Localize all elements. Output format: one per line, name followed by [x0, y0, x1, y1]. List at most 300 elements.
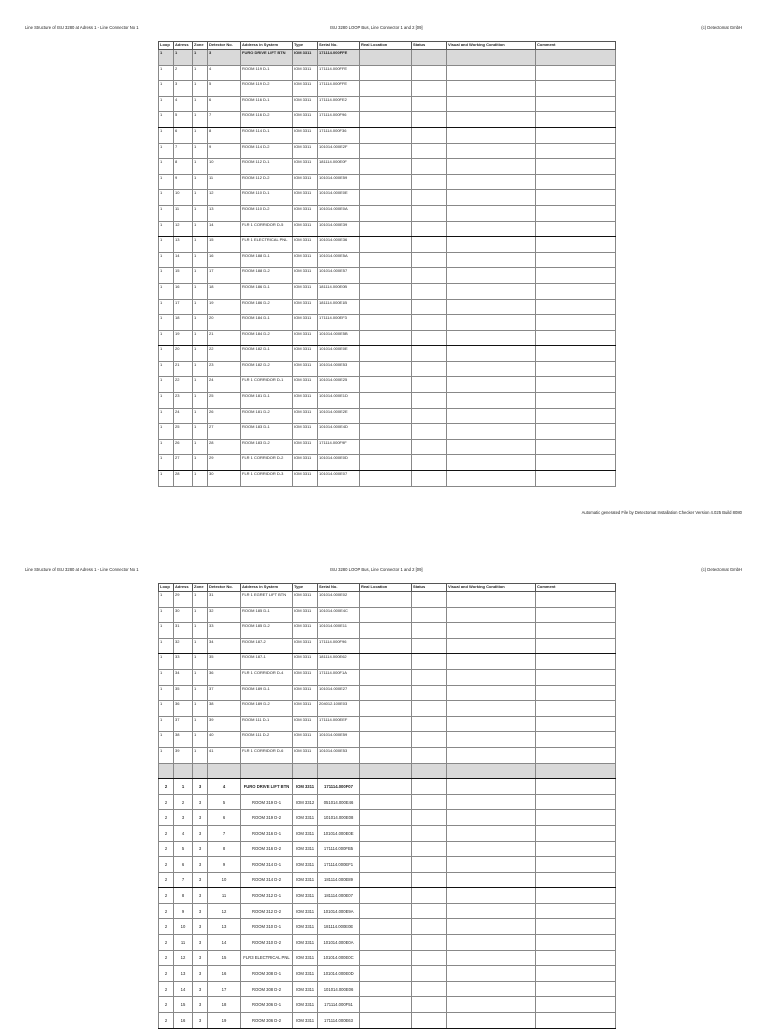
table-cell: 25 — [208, 393, 241, 409]
table-cell — [447, 361, 536, 377]
table-row — [159, 981, 616, 997]
table-cell: IOM 3311 — [293, 872, 318, 888]
table-cell: 17 — [174, 299, 193, 315]
table-cell: 1 — [159, 237, 174, 253]
column-header: Type — [293, 584, 318, 592]
table-cell: IOM 3311 — [293, 825, 318, 841]
table-cell — [360, 471, 412, 487]
table-cell — [447, 966, 536, 982]
table-cell: 1 — [159, 252, 174, 268]
table-cell: 1 — [159, 112, 174, 128]
column-header: Address in System — [241, 584, 293, 592]
column-header: Visual and Working Condition — [447, 584, 536, 592]
table-cell — [412, 763, 447, 779]
column-header: Address in System — [241, 42, 293, 50]
table-header — [159, 584, 616, 592]
table-row — [159, 888, 616, 904]
table-cell: 3 — [193, 857, 208, 873]
table-cell — [360, 654, 412, 670]
table-cell: 2 — [159, 997, 174, 1013]
table-cell — [536, 268, 616, 284]
table-cell: 101014.000E08 — [318, 810, 360, 826]
table-cell: 11 — [208, 174, 241, 190]
table-cell: 3 — [193, 779, 208, 795]
table-cell: 5 — [174, 112, 193, 128]
table-cell — [360, 935, 412, 951]
table-row — [159, 174, 616, 190]
table-cell: IOM 3311 — [293, 81, 318, 97]
table-cell: 9 — [174, 174, 193, 190]
table-cell — [447, 190, 536, 206]
table-row — [159, 127, 616, 143]
table-cell — [412, 1013, 447, 1029]
table-cell — [412, 935, 447, 951]
table-row — [159, 810, 616, 826]
table-cell: 1 — [193, 592, 208, 608]
table-row — [159, 346, 616, 362]
table-cell: 4 — [208, 65, 241, 81]
table-cell — [412, 732, 447, 748]
table-cell — [536, 455, 616, 471]
table-cell — [536, 112, 616, 128]
table-cell: ROOM 316 D-1 — [241, 825, 293, 841]
table-cell: 6 — [208, 96, 241, 112]
table-cell: 101014.000E0D — [318, 966, 360, 982]
table-cell — [412, 888, 447, 904]
table-cell: 32 — [174, 638, 193, 654]
table-row — [159, 592, 616, 608]
table-cell — [412, 919, 447, 935]
table-cell — [536, 732, 616, 748]
table-cell — [360, 174, 412, 190]
table-cell — [412, 997, 447, 1013]
table-cell: 12 — [174, 221, 193, 237]
table-cell: 3 — [193, 872, 208, 888]
table-cell — [412, 779, 447, 795]
table-cell — [360, 455, 412, 471]
table-cell: 7 — [208, 825, 241, 841]
table-cell: ROOM 183 D-1 — [241, 424, 293, 440]
table-cell: ROOM 114 D-2 — [241, 143, 293, 159]
table-cell: 1 — [193, 330, 208, 346]
table-cell — [360, 794, 412, 810]
table-cell: 39 — [208, 716, 241, 732]
table-cell: 15 — [208, 237, 241, 253]
table-cell — [193, 763, 208, 779]
table-cell: 1 — [174, 50, 193, 66]
table-cell — [447, 701, 536, 717]
table-cell — [536, 205, 616, 221]
table-cell: 11 — [174, 205, 193, 221]
table-cell: 181114.000E0F — [318, 159, 360, 175]
table-cell: 7 — [174, 143, 193, 159]
column-header: Type — [293, 42, 318, 50]
table-cell — [447, 424, 536, 440]
table-cell — [360, 50, 412, 66]
table-cell: ROOM 116 D-1 — [241, 96, 293, 112]
table-cell — [360, 857, 412, 873]
table-cell — [447, 346, 536, 362]
table-cell — [536, 283, 616, 299]
table-cell — [447, 159, 536, 175]
table-cell: 13 — [208, 205, 241, 221]
column-header: Loop — [159, 584, 174, 592]
table-cell: 2 — [159, 966, 174, 982]
table-cell — [447, 283, 536, 299]
table-cell: 101014.000E0E — [318, 346, 360, 362]
table-cell: 13 — [174, 966, 193, 982]
table-cell: IOM 3311 — [293, 623, 318, 639]
table-cell: 3 — [193, 919, 208, 935]
table-cell — [447, 299, 536, 315]
table-cell — [536, 299, 616, 315]
table-cell — [412, 903, 447, 919]
table-cell: 181114.000E07 — [318, 888, 360, 904]
table-cell: 1 — [193, 747, 208, 763]
table-cell — [447, 607, 536, 623]
table-cell: IOM 3311 — [293, 190, 318, 206]
table-cell: 1 — [193, 127, 208, 143]
table-cell: 23 — [208, 361, 241, 377]
table-cell — [536, 439, 616, 455]
page-header — [0, 25, 768, 33]
table-cell: 1 — [159, 377, 174, 393]
table-row — [159, 96, 616, 112]
table-cell: 6 — [208, 810, 241, 826]
table-cell: 1 — [193, 424, 208, 440]
table-cell — [360, 981, 412, 997]
table-cell: 101014.000E27 — [318, 685, 360, 701]
table-cell — [536, 903, 616, 919]
table-cell: 3 — [193, 997, 208, 1013]
table-cell: FURO DRIVE LIFT BTN — [241, 779, 293, 795]
table-row — [159, 825, 616, 841]
table-cell: ROOM 310 D-1 — [241, 919, 293, 935]
table-cell — [360, 159, 412, 175]
table-cell: IOM 3311 — [293, 237, 318, 253]
table-cell: 1 — [193, 252, 208, 268]
table-cell: 27 — [208, 424, 241, 440]
table-cell — [447, 592, 536, 608]
table-cell — [447, 252, 536, 268]
table-cell — [412, 127, 447, 143]
table-cell: 1 — [159, 439, 174, 455]
table-cell: IOM 3311 — [293, 1013, 318, 1029]
table-cell — [412, 159, 447, 175]
table-cell: 1 — [193, 65, 208, 81]
table-cell — [447, 779, 536, 795]
table-cell: 12 — [208, 903, 241, 919]
table-cell: IOM 3311 — [293, 424, 318, 440]
table-cell: 1 — [159, 424, 174, 440]
table-row — [159, 252, 616, 268]
table-cell: 3 — [174, 81, 193, 97]
table-cell: 1 — [159, 143, 174, 159]
table-cell — [412, 623, 447, 639]
table-row — [159, 716, 616, 732]
table-cell: 8 — [208, 127, 241, 143]
table-cell — [536, 315, 616, 331]
table-cell: 15 — [208, 950, 241, 966]
table-cell: IOM 3311 — [293, 841, 318, 857]
table-cell — [360, 346, 412, 362]
table-row — [159, 841, 616, 857]
table-cell: ROOM 110 D-1 — [241, 190, 293, 206]
table-cell: 1 — [193, 81, 208, 97]
table-cell: ROOM 319 D-2 — [241, 810, 293, 826]
table-cell: 28 — [174, 471, 193, 487]
table-cell: 1 — [193, 112, 208, 128]
table-cell — [447, 96, 536, 112]
column-header: Detector No. — [208, 584, 241, 592]
table-cell: 2 — [159, 825, 174, 841]
table-cell: ROOM 119 D-2 — [241, 81, 293, 97]
table-cell: 18 — [208, 997, 241, 1013]
table-cell — [412, 716, 447, 732]
table-cell — [536, 50, 616, 66]
table-row — [159, 65, 616, 81]
table-row — [159, 857, 616, 873]
table-cell: ROOM 182 D-2 — [241, 361, 293, 377]
table-cell: 20 — [208, 315, 241, 331]
table-cell: 101014.000E53 — [318, 361, 360, 377]
table-cell: 171114.000FFE — [318, 50, 360, 66]
page-header — [0, 567, 768, 575]
table-cell — [536, 997, 616, 1013]
table-cell — [447, 65, 536, 81]
table-cell: 31 — [208, 592, 241, 608]
table-cell: 1 — [159, 638, 174, 654]
table-cell — [536, 377, 616, 393]
table-cell — [360, 81, 412, 97]
table-cell — [536, 966, 616, 982]
table-cell — [412, 607, 447, 623]
table-cell: 1 — [193, 50, 208, 66]
table-row — [159, 408, 616, 424]
table-cell: 10 — [208, 159, 241, 175]
table-cell: 16 — [174, 1013, 193, 1029]
table-cell: FLR 1 CORRIDOR D-6 — [241, 747, 293, 763]
table-cell: 4 — [174, 96, 193, 112]
table-cell: 3 — [193, 888, 208, 904]
table-cell: IOM 3311 — [293, 439, 318, 455]
table-cell: 10 — [174, 919, 193, 935]
table-cell — [412, 330, 447, 346]
table-cell — [447, 841, 536, 857]
table-cell: 1 — [193, 237, 208, 253]
table-cell — [447, 997, 536, 1013]
table-cell — [536, 779, 616, 795]
table-cell: 2 — [159, 810, 174, 826]
table-cell — [241, 763, 293, 779]
table-cell — [536, 810, 616, 826]
table-cell: 20 — [174, 346, 193, 362]
table-cell: 10 — [174, 190, 193, 206]
table-cell: 1 — [193, 315, 208, 331]
table-cell: 1 — [159, 701, 174, 717]
header-left: Line Structure of ISU 3280 at Adress 1 - Line Connector No 1 — [25, 25, 139, 30]
table-cell: 38 — [174, 732, 193, 748]
table-cell: 101014.000E2E — [318, 408, 360, 424]
table-cell: IOM 3311 — [293, 669, 318, 685]
column-header: Visual and Working Condition — [447, 42, 536, 50]
table-cell — [536, 127, 616, 143]
table-cell — [447, 794, 536, 810]
table-cell: 40 — [208, 732, 241, 748]
table-cell: 9 — [174, 903, 193, 919]
table-cell: 1 — [193, 159, 208, 175]
table-cell: 13 — [174, 237, 193, 253]
table-cell: 30 — [174, 607, 193, 623]
header-center: ISU 3280 LOOP Bus, Line Connector 1 and 2 [09] — [330, 567, 423, 572]
table-cell — [360, 205, 412, 221]
table-cell: 1 — [159, 592, 174, 608]
table-cell: 15 — [174, 997, 193, 1013]
table-cell: 2 — [159, 919, 174, 935]
table-cell — [360, 872, 412, 888]
table-cell: 18 — [174, 315, 193, 331]
table-cell — [360, 841, 412, 857]
table-cell: ROOM 181 D-1 — [241, 393, 293, 409]
table-cell: 23 — [174, 393, 193, 409]
table-cell: 181114.000E1B — [318, 299, 360, 315]
table-cell — [536, 669, 616, 685]
table-cell: 101014.000E59 — [318, 732, 360, 748]
table-cell: FLR 1 CORRIDOR D-2 — [241, 455, 293, 471]
table-cell: ROOM 183 D-2 — [241, 439, 293, 455]
table-cell — [412, 65, 447, 81]
table-cell — [360, 221, 412, 237]
table-cell: 12 — [208, 190, 241, 206]
table-cell: 2 — [159, 950, 174, 966]
table-cell: 1 — [193, 623, 208, 639]
table-cell — [412, 315, 447, 331]
table-cell: IOM 3311 — [293, 159, 318, 175]
table-cell: IOM 3311 — [293, 471, 318, 487]
table-cell — [447, 810, 536, 826]
table-cell: 101014.000E59 — [318, 174, 360, 190]
column-header: Real Location — [360, 584, 412, 592]
table-cell: 171114.000EEF — [318, 716, 360, 732]
table-cell — [412, 455, 447, 471]
column-header: Adress — [174, 584, 193, 592]
table-cell — [360, 701, 412, 717]
table-cell: 171114.000EF3 — [318, 315, 360, 331]
table-cell — [536, 346, 616, 362]
column-header: Status — [412, 584, 447, 592]
table-row — [159, 919, 616, 935]
table-cell: 1 — [159, 471, 174, 487]
table-cell: 1 — [159, 268, 174, 284]
table-cell: IOM 3311 — [293, 330, 318, 346]
table-cell — [447, 981, 536, 997]
table-cell — [412, 669, 447, 685]
table-cell: FLR 1 EGRET LIFT BTN — [241, 592, 293, 608]
table-cell: 12 — [174, 950, 193, 966]
table-cell — [536, 825, 616, 841]
table-cell: 10 — [208, 872, 241, 888]
table-cell: 32 — [208, 607, 241, 623]
table-cell: ROOM 188 D-2 — [241, 268, 293, 284]
table-cell — [412, 950, 447, 966]
table-cell: IOM 3311 — [293, 685, 318, 701]
table-cell — [536, 638, 616, 654]
table-cell: 171114.000E63 — [318, 1013, 360, 1029]
table-cell: 1 — [193, 299, 208, 315]
table-cell: ROOM 182 D-1 — [241, 346, 293, 362]
table-cell — [536, 1013, 616, 1029]
table-cell: ROOM 312 D-2 — [241, 903, 293, 919]
table-cell: 1 — [159, 283, 174, 299]
table-cell: 101014.000E0E — [318, 825, 360, 841]
table-cell — [447, 237, 536, 253]
table-cell — [536, 221, 616, 237]
table-cell: 18 — [208, 283, 241, 299]
table-cell: 33 — [208, 623, 241, 639]
table-cell: 39 — [174, 747, 193, 763]
table-cell — [536, 408, 616, 424]
table-cell — [360, 1013, 412, 1029]
table-row — [159, 112, 616, 128]
table-cell: 2 — [159, 888, 174, 904]
table-cell: 3 — [193, 981, 208, 997]
table-cell: 1 — [193, 471, 208, 487]
table-cell: 1 — [193, 654, 208, 670]
table-cell — [360, 330, 412, 346]
table-row — [159, 732, 616, 748]
table-cell: IOM 3311 — [293, 346, 318, 362]
table-cell: IOM 3311 — [293, 393, 318, 409]
table-cell — [412, 794, 447, 810]
column-header: Status — [412, 42, 447, 50]
table-cell: ROOM 319 D-1 — [241, 794, 293, 810]
table-cell: 1 — [193, 716, 208, 732]
table-cell: 1 — [193, 732, 208, 748]
table-cell: 101014.000E0E — [318, 190, 360, 206]
table-cell: 5 — [208, 794, 241, 810]
table-cell: 17 — [208, 268, 241, 284]
table-cell: 101014.000E0A — [318, 205, 360, 221]
table-row — [159, 81, 616, 97]
table-cell: 34 — [174, 669, 193, 685]
table-cell: IOM 3311 — [293, 592, 318, 608]
table-cell — [412, 190, 447, 206]
table-cell: IOM 3311 — [293, 919, 318, 935]
table-cell: 26 — [174, 439, 193, 455]
table-cell — [447, 221, 536, 237]
table-cell: 1 — [193, 283, 208, 299]
table-cell: IOM 3311 — [293, 997, 318, 1013]
table-row — [159, 669, 616, 685]
table-cell — [536, 888, 616, 904]
table-cell: 14 — [208, 221, 241, 237]
table-cell: 101014.000E4D — [318, 424, 360, 440]
table-cell: 11 — [208, 888, 241, 904]
table-cell: 4 — [208, 779, 241, 795]
table-cell: 2 — [159, 981, 174, 997]
table-cell: 101014.000E4C — [318, 607, 360, 623]
table-cell: IOM 3311 — [293, 638, 318, 654]
table-cell: 1 — [159, 455, 174, 471]
table-cell: 21 — [174, 361, 193, 377]
table-cell: ROOM 116 D-2 — [241, 112, 293, 128]
table-cell: ROOM 181 D-2 — [241, 408, 293, 424]
table-row — [159, 747, 616, 763]
table-cell: IOM 3311 — [293, 857, 318, 873]
table-cell — [412, 872, 447, 888]
column-header: Serial No. — [318, 42, 360, 50]
table-cell: 31 — [174, 623, 193, 639]
